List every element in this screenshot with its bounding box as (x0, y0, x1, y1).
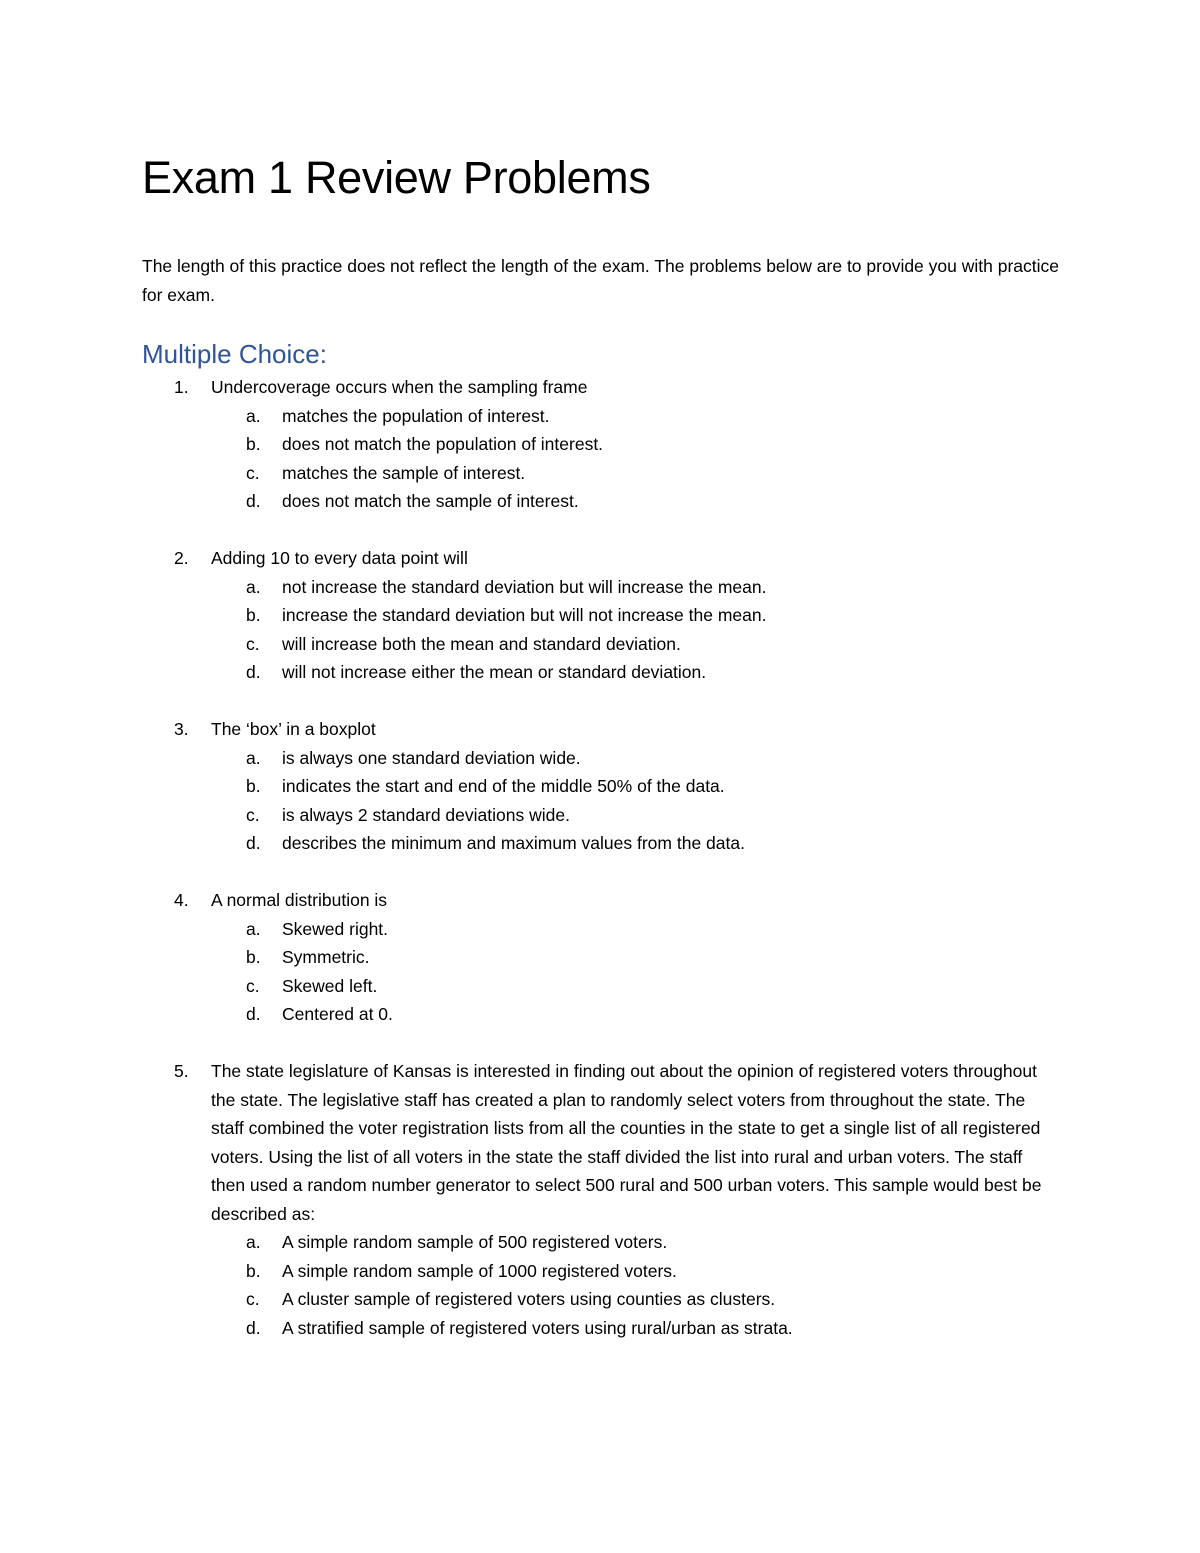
option-text: A stratified sample of registered voters using rural/urban as strata. (282, 1317, 793, 1338)
answer-option (142, 487, 1062, 516)
option-text: does not match the population of interest. (282, 434, 604, 454)
option-text: Skewed right. (282, 918, 389, 939)
option-text: does not match the sample of interest. (282, 491, 579, 511)
option-letter: b. (246, 1260, 261, 1281)
option-letter: d. (246, 1004, 261, 1024)
answer-option (142, 744, 1062, 773)
option-letter: a. (246, 576, 261, 597)
option-text: A simple random sample of 500 registered voters. (282, 1232, 668, 1252)
section-heading-multiple-choice: Multiple Choice: (142, 339, 327, 369)
question-stem: A normal distribution is (211, 890, 388, 910)
answer-option (142, 1314, 1062, 1343)
option-letter: a. (246, 405, 261, 426)
answer-option (142, 772, 1062, 801)
question-stem: The state legislature of Kansas is interested in finding out about the opinion of registered voters throughout the state. The legislative staff has created a plan to randomly select voters from throughout the state. The staff combined the voter registration lists from all the counties in the state to get a single list of all registered voters. Using the list of all voters in the state the staff divided the list into rural and urban voters. The staff then used a random number generator to select 500 rural and 500 urban voters. This sample would best be described as: (211, 1061, 1042, 1224)
answer-option (142, 459, 1062, 488)
option-letter: a. (246, 1232, 261, 1252)
option-list (142, 402, 1062, 516)
question-5 (142, 1057, 1062, 1342)
question-3 (142, 715, 1062, 858)
option-letter: c. (246, 804, 260, 825)
option-text: will not increase either the mean or standard deviation. (282, 662, 707, 682)
option-letter: d. (246, 1317, 261, 1338)
question-2 (142, 544, 1062, 687)
question-list (142, 373, 1062, 1371)
question-number: 1. (174, 377, 189, 397)
question-number: 4. (174, 890, 189, 910)
answer-option (142, 801, 1062, 830)
option-text: will increase both the mean and standard deviation. (282, 633, 681, 654)
option-text: matches the sample of interest. (282, 462, 526, 483)
answer-option (142, 658, 1062, 687)
question-number: 5. (174, 1061, 189, 1081)
answer-option (142, 943, 1062, 972)
option-list (142, 744, 1062, 858)
answer-option (142, 829, 1062, 858)
option-letter: c. (246, 633, 260, 654)
answer-option (142, 601, 1062, 630)
option-text: A cluster sample of registered voters using counties as clusters. (282, 1289, 776, 1309)
option-letter: a. (246, 918, 261, 939)
answer-option (142, 1228, 1062, 1257)
answer-option (142, 1285, 1062, 1314)
question-stem: Undercoverage occurs when the sampling frame (211, 377, 588, 397)
option-letter: c. (246, 975, 260, 996)
question-number: 2. (174, 548, 189, 568)
answer-option (142, 1257, 1062, 1286)
option-text: matches the population of interest. (282, 405, 550, 426)
option-text: indicates the start and end of the middle 50% of the data. (282, 776, 725, 796)
question-stem: Adding 10 to every data point will (211, 548, 468, 568)
option-letter: d. (246, 491, 261, 511)
answer-option (142, 630, 1062, 659)
question-stem: The ‘box’ in a boxplot (211, 719, 376, 739)
option-text: Symmetric. (282, 947, 370, 967)
option-text: describes the minimum and maximum values from the data. (282, 833, 745, 853)
option-letter: c. (246, 1289, 260, 1309)
option-text: Skewed left. (282, 975, 378, 996)
answer-option (142, 430, 1062, 459)
answer-option (142, 402, 1062, 431)
option-text: Centered at 0. (282, 1004, 393, 1024)
option-letter: a. (246, 747, 261, 768)
option-text: is always one standard deviation wide. (282, 747, 581, 768)
option-text: A simple random sample of 1000 registered voters. (282, 1260, 677, 1281)
question-number: 3. (174, 719, 189, 739)
question-1 (142, 373, 1062, 516)
option-text: not increase the standard deviation but will increase the mean. (282, 576, 767, 597)
option-list (142, 1228, 1062, 1342)
option-text: is always 2 standard deviations wide. (282, 804, 570, 825)
answer-option (142, 972, 1062, 1001)
option-letter: d. (246, 833, 261, 853)
option-text: increase the standard deviation but will not increase the mean. (282, 605, 767, 625)
option-letter: b. (246, 947, 261, 967)
answer-option (142, 1000, 1062, 1029)
option-list (142, 573, 1062, 687)
document-title: Exam 1 Review Problems (142, 152, 651, 203)
intro-paragraph: The length of this practice does not reflect the length of the exam. The problems below are to provide you with practice for exam. (142, 256, 1059, 305)
option-letter: c. (246, 462, 260, 483)
option-letter: d. (246, 662, 261, 682)
answer-option (142, 915, 1062, 944)
option-letter: b. (246, 605, 261, 625)
option-letter: b. (246, 776, 261, 796)
question-4 (142, 886, 1062, 1029)
option-list (142, 915, 1062, 1029)
answer-option (142, 573, 1062, 602)
option-letter: b. (246, 434, 261, 454)
